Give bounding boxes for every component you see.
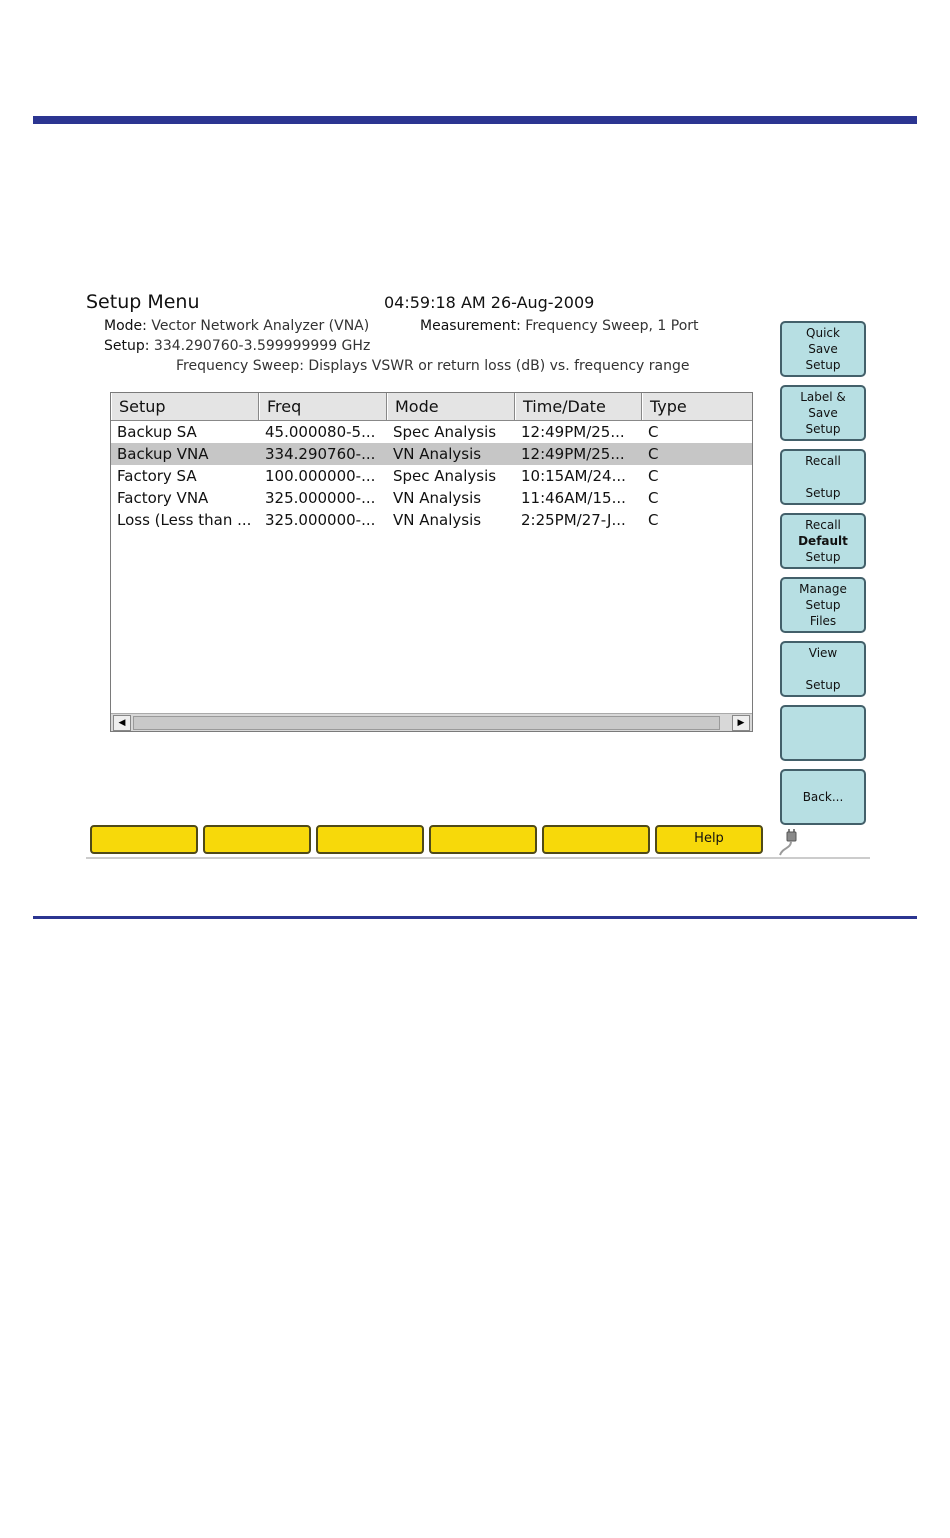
table-header xyxy=(111,393,752,421)
cell-time-date: 11:46AM/15... xyxy=(521,489,626,507)
recall-default-setup-button[interactable] xyxy=(780,513,866,569)
cell-type: C xyxy=(648,423,659,441)
softkey-line: Setup xyxy=(805,550,841,564)
softkey-line: Setup xyxy=(805,678,841,692)
softkey-line: Setup xyxy=(805,358,841,372)
function-key-1[interactable] xyxy=(90,825,198,854)
label-save-setup-button[interactable] xyxy=(780,385,866,441)
softkey-line: Label & xyxy=(800,390,846,404)
help-button[interactable]: Help xyxy=(655,825,763,854)
cell-freq: 45.000080-5... xyxy=(265,423,376,441)
recall-setup-button[interactable] xyxy=(780,449,866,505)
table-row[interactable] xyxy=(111,421,752,443)
cell-type: C xyxy=(648,489,659,507)
setup-table xyxy=(110,392,753,732)
screen-baseline xyxy=(86,857,870,859)
scrollbar-thumb[interactable] xyxy=(133,716,720,730)
manage-setup-files-button[interactable] xyxy=(780,577,866,633)
column-header-type[interactable]: Type xyxy=(642,393,752,420)
softkey-line: Setup xyxy=(805,486,841,500)
softkey-line: Files xyxy=(809,614,837,628)
softkey-line: Back... xyxy=(802,790,844,804)
softkey-line: Recall xyxy=(805,454,841,468)
column-header-time-date[interactable]: Time/Date xyxy=(515,393,642,420)
softkey-line: Save xyxy=(808,406,838,420)
clock-readout: 04:59:18 AM 26-Aug-2009 xyxy=(384,293,595,312)
mode-value: Vector Network Analyzer (VNA) xyxy=(151,318,370,334)
function-key-3[interactable] xyxy=(316,825,424,854)
scroll-left-arrow-icon[interactable]: ◀ xyxy=(113,715,131,731)
column-header-setup[interactable]: Setup xyxy=(111,393,259,420)
softkey-line: Save xyxy=(808,342,838,356)
softkey-line: Setup xyxy=(805,422,841,436)
table-row[interactable] xyxy=(111,509,752,531)
cell-setup: Backup SA xyxy=(117,423,197,441)
quick-save-setup-button[interactable] xyxy=(780,321,866,377)
cell-mode: VN Analysis xyxy=(393,511,482,529)
scroll-right-arrow-icon[interactable]: ▶ xyxy=(732,715,750,731)
column-header-freq[interactable]: Freq xyxy=(259,393,387,420)
page-title: Setup Menu xyxy=(86,291,200,313)
function-key-5[interactable] xyxy=(542,825,650,854)
header-rule xyxy=(33,116,917,124)
softkey-line: Quick xyxy=(806,326,840,340)
setup-value: 334.290760-3.599999999 GHz xyxy=(153,338,371,354)
view-setup-button[interactable] xyxy=(780,641,866,697)
power-plug-icon xyxy=(777,829,801,857)
setup-line xyxy=(104,338,370,354)
cell-time-date: 2:25PM/27-J... xyxy=(521,511,626,529)
cell-freq: 325.000000-... xyxy=(265,489,376,507)
cell-freq: 100.000000-... xyxy=(265,467,376,485)
softkey-line: Default xyxy=(798,534,848,548)
column-header-mode[interactable]: Mode xyxy=(387,393,515,420)
cell-type: C xyxy=(648,445,659,463)
function-key-2[interactable] xyxy=(203,825,311,854)
measurement-description: Frequency Sweep: Displays VSWR or return loss (dB) vs. frequency range xyxy=(176,358,690,374)
measurement-line xyxy=(420,318,699,334)
table-row-selected[interactable] xyxy=(111,443,752,465)
cell-time-date: 12:49PM/25... xyxy=(521,423,625,441)
back-button[interactable] xyxy=(780,769,866,825)
cell-type: C xyxy=(648,467,659,485)
cell-type: C xyxy=(648,511,659,529)
empty-softkey[interactable] xyxy=(780,705,866,761)
function-key-4[interactable] xyxy=(429,825,537,854)
cell-time-date: 10:15AM/24... xyxy=(521,467,626,485)
mode-label: Mode: xyxy=(104,318,147,334)
footer-rule xyxy=(33,916,917,919)
cell-setup: Loss (Less than ... xyxy=(117,511,252,529)
cell-setup: Factory SA xyxy=(117,467,197,485)
mode-line xyxy=(104,318,369,334)
cell-setup: Factory VNA xyxy=(117,489,209,507)
table-row[interactable] xyxy=(111,465,752,487)
measurement-label: Measurement: xyxy=(420,318,521,334)
cell-freq: 325.000000-... xyxy=(265,511,376,529)
softkey-line: Setup xyxy=(805,598,841,612)
cell-mode: VN Analysis xyxy=(393,489,482,507)
cell-time-date: 12:49PM/25... xyxy=(521,445,625,463)
cell-mode: VN Analysis xyxy=(393,445,482,463)
softkey-line: Recall xyxy=(805,518,841,532)
cell-mode: Spec Analysis xyxy=(393,423,497,441)
softkey-line: View xyxy=(808,646,838,660)
horizontal-scrollbar[interactable] xyxy=(111,713,752,731)
cell-freq: 334.290760-... xyxy=(265,445,376,463)
setup-label: Setup: xyxy=(104,338,150,354)
cell-mode: Spec Analysis xyxy=(393,467,497,485)
softkey-line: Manage xyxy=(799,582,847,596)
cell-setup: Backup VNA xyxy=(117,445,209,463)
measurement-value: Frequency Sweep, 1 Port xyxy=(525,318,699,334)
table-row[interactable] xyxy=(111,487,752,509)
